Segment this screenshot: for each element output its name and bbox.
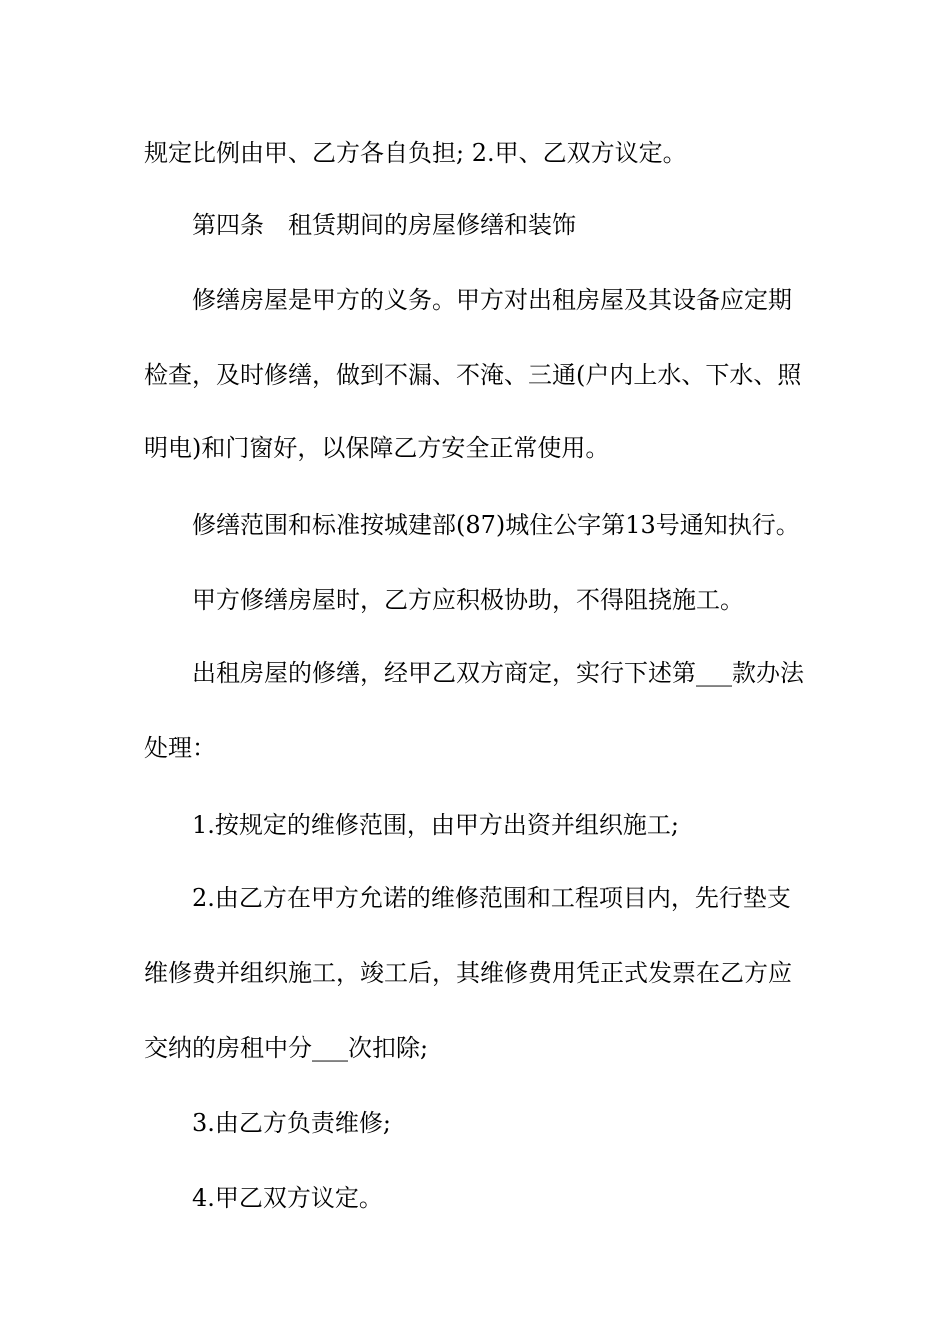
text-line-3: 修缮房屋是甲方的义务。甲方对出租房屋及其设备应定期 [192, 286, 792, 314]
list-item-4: 4.甲乙双方议定。 [192, 1184, 383, 1212]
list-item-3: 3.由乙方负责维修; [192, 1109, 391, 1137]
list-item-1: 1.按规定的维修范围，由甲方出资并组织施工; [192, 811, 679, 839]
text-line-1: 规定比例由甲、乙方各自负担; 2.甲、乙双方议定。 [144, 139, 687, 167]
text-line-6: 修缮范围和标准按城建部(87)城住公字第13号通知执行。 [192, 511, 800, 539]
text-line-13: 交纳的房租中分___次扣除; [144, 1034, 429, 1062]
text-line-5: 明电)和门窗好，以保障乙方安全正常使用。 [144, 434, 610, 462]
article-heading: 第四条 租赁期间的房屋修缮和装饰 [192, 211, 576, 239]
text-line-4: 检查，及时修缮，做到不漏、不淹、三通(户内上水、下水、照 [144, 361, 802, 389]
text-line-12: 维修费并组织施工，竣工后，其维修费用凭正式发票在乙方应 [144, 959, 792, 987]
text-line-8: 出租房屋的修缮，经甲乙双方商定，实行下述第___款办法 [192, 659, 804, 687]
list-item-2: 2.由乙方在甲方允诺的维修范围和工程项目内，先行垫支 [192, 884, 791, 912]
text-line-9: 处理： [144, 734, 216, 762]
text-line-7: 甲方修缮房屋时，乙方应积极协助，不得阻挠施工。 [192, 586, 744, 614]
